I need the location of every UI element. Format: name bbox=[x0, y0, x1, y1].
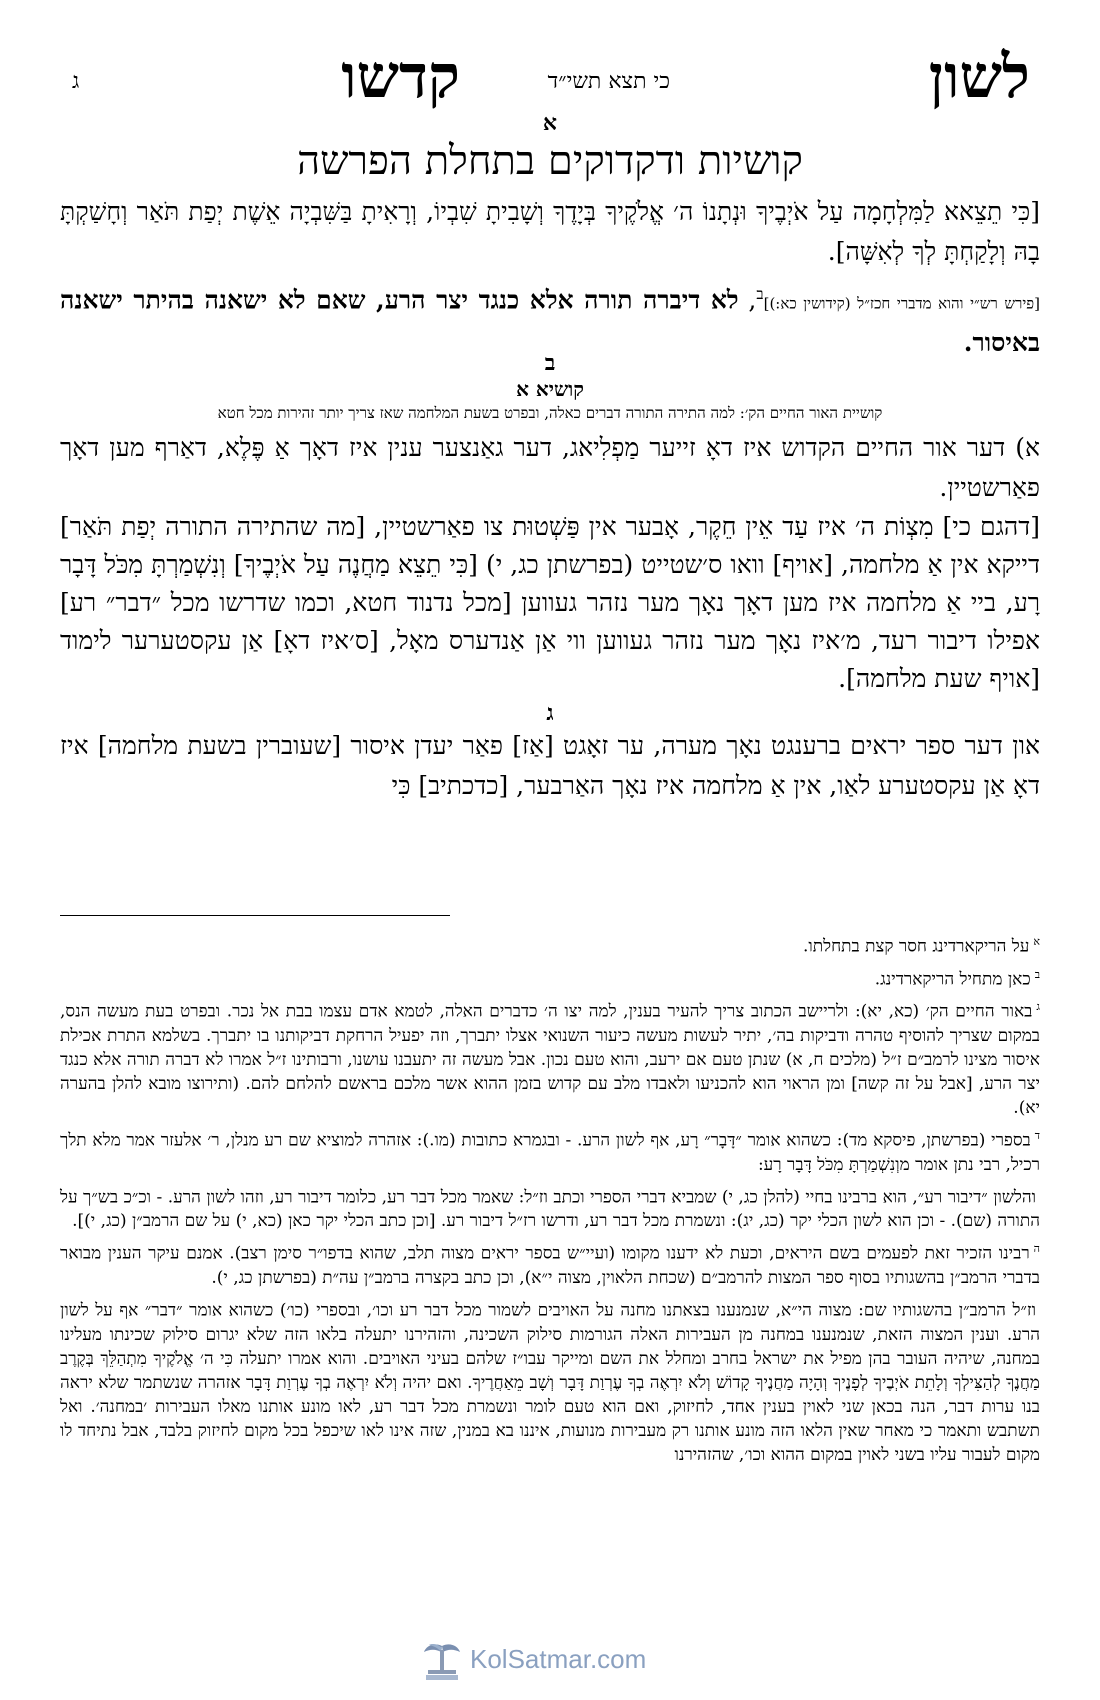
header-parsha: כי תצא תשי״ד bbox=[547, 69, 670, 94]
footnote-mark: ד bbox=[1034, 1128, 1040, 1142]
paragraph-3: און דער ספר יראים ברענגט נאָך מערה, ער זאָגט [אַז] פאַר יעדן איסור [שעוברין בשעת מלחמה] איז דאָ אַן עקסטערע לאַו, אין אַ מלחמה איז נאָך האַרבער, [כדכתיב] כִּי bbox=[60, 731, 1040, 800]
section-b bbox=[60, 350, 1040, 698]
header-title-mid: קדשו bbox=[341, 42, 460, 112]
footnote bbox=[60, 995, 1040, 1120]
footnote bbox=[60, 930, 1040, 959]
palm-tree-books-icon bbox=[420, 1640, 464, 1682]
section-a bbox=[60, 110, 1040, 363]
footnote bbox=[60, 1181, 1040, 1234]
footnote bbox=[60, 1124, 1040, 1177]
footnote-text: על הריקארדינג חסר קצת בתחלתו. bbox=[803, 936, 1030, 957]
section-letter: ג bbox=[546, 700, 554, 726]
footnote bbox=[60, 1294, 1040, 1467]
footnote-mark: ה bbox=[1033, 1242, 1040, 1256]
footnote-text: רבינו הזכיר זאת לפעמים בשם היראים, וכעת לא ידענו מקומו (ועיי״ש בספר יראים מצוה תלב, שהוא בדפו״ר סימן רצב). אמנם עיקר הענין מבואר בדברי הרמב״ן בהשגותיו בסוף ספר המצות להרמב״ם (שכחת הלאוין, מצוה י״א), וכן כתב בקצרה ברמב״ן עה״ת (בפרשתן כג, י). bbox=[60, 1243, 1040, 1288]
section-subtitle: קושיא א bbox=[516, 377, 584, 401]
paragraph-1: א) דער אור החיים הקדוש איז דאָ זייער מַפְלִיאג, דער גאַנצער ענין איז דאָך אַ פֶּלֶא, דאַרף מען דאָך פאַרשטיין. bbox=[60, 433, 1040, 502]
footnote bbox=[60, 1237, 1040, 1290]
rashi-source: [פירש רש״י והוא מדברי חכז״ל (קידושין כא:)] bbox=[763, 294, 1040, 313]
section-summary: קושיית האור החיים הק׳: למה התירה התורה דברים כאלה, ובפרט בשעת המלחמה שאז צריך יותר זהירות מכל חטא bbox=[217, 404, 883, 422]
rashi-quote: לא דיברה תורה אלא כנגד יצר הרע, שאם לא ישאנה בהיתר ישאנה באיסור. bbox=[60, 285, 1040, 358]
footnote-divider bbox=[60, 915, 450, 916]
section-letter: א bbox=[542, 110, 558, 136]
section-c bbox=[60, 700, 1040, 806]
page-number: ג bbox=[72, 69, 80, 94]
rashi-paragraph: [פירש רש״י והוא מדברי חכז״ל (קידושין כא:)]$^ב$, לא דיברה תורה אלא כנגד יצר הרע, שאם לא ישאנה בהיתר ישאנה באיסור. bbox=[60, 285, 1040, 358]
footnote-mark: ג bbox=[1036, 1000, 1040, 1014]
section-title: קושיות ודקדוקים בתחלת הפרשה bbox=[297, 138, 803, 184]
paragraph-2: [דהגם כי] מִצְוֹת ה׳ איז עַד אֵין חֵקֶר, אָבער אין פַּשְׁטוּת צו פאַרשטיין, [מה שהתירה התורה יְפַת תֹּאַר] דייקא אין אַ מלחמה, [אויף] וואו ס׳שטייט (בפרשתן כג, י) [כִּי תֵצֵא מַחֲנֶה עַל אֹיְבֶיךָ] וְנִשְׁמַרְתָּ מִכֹּל דָּבָר רָע, ביי אַ מלחמה איז מען דאָך נאָך מער נזהר געווען [מכל נדנוד חטא, וכמו שדרשו מכל ״דבר״ רע] אפילו דיבור רעד, מ׳איז נאָך מער נזהר געווען ווי אַן אַנדערס מאָל, [ס׳איז דאָ] אַן עקסטערער לימוד [אויף שעת מלחמה]. bbox=[60, 512, 1040, 693]
verse-text: [כִּי תֵצֵאא לַמִּלְחָמָה עַל אֹיְבֶיךָ וּנְתָנוֹ ה׳ אֱלֹקֶיךָ בְּיָדֶךָ וְשָׁבִיתָ שִׁבְיוֹ, וְרָאִיתָ בַּשִּׁבְיָה אֵשֶׁת יְפַת תֹּאַר וְחָשַׁקְתָּ בָהּ וְלָקַחְתָּ לְךָ לְאִשָּׁה]. bbox=[60, 197, 1040, 266]
footnote-text: וז״ל הרמב״ן בהשגותיו שם: מצוה הי״א, שנמנענו בצאתנו מחנה על האויבים לשמור מכל דבר רע וכו׳, ובספרי (כו׳) כשהוא אומר ״דבר״ אף על לשון הרע. וענין המצוה הזאת, שנמנענו במחנה מן העבירות האלה הגורמות סילוק השכינה, והזהירנו יתעלה בלאו הזה שלא יגרום סילוק שכינתו מעלינו במחנה, שיהיה העובר בהן מפיל את ישראל בחרב ומחלל את השם ומייקר עבו״ז שלהם בעיני האויבים. והוא אמרו יתעלה כִּי ה׳ אֱלֹקֶיךָ מִתְהַלֵּךְ בְּקֶרֶב מַחֲנֶךָ לְהַצִּילְךָ וְלָתֵת אֹיְבֶיךָ לְפָנֶיךָ וְהָיָה מַחֲנֶיךָ קָדוֹשׁ וְלֹא יִרְאֶה בְךָ עֶרְוַת דָּבָר וְשָׁב מֵאַחֲרֶיךָ. ואם יהיה וְלֹא יִרְאֶה בְךָ עֶרְוַת דָּבָר אזהרה שנשתמר שלא יראה בנו ערות דבר, הנה בכאן שני לאוין בענין אחד, לחיזוק, ואם הוא טעם לומר ונשמרת מכל דבר רע, לאו מונע אותנו מאלו העבירות ׳במחנה׳. ואל תשתבש ותאמר כי מאחר שאין הלאו הזה מונע אותנו רק מעבירות מנועות, איננו בא במנין, שזה אינו לאו שיכפל בכל מקום לחיזוק בלבד, אבל נתיחד לו מקום לעבור עליו בשני לאוין במקום ההוא וכו׳, שהזהירנו bbox=[60, 1300, 1040, 1465]
header-title-right: לשון bbox=[928, 42, 1030, 112]
footnote-mark: ב bbox=[756, 285, 764, 303]
footnotes bbox=[60, 930, 1040, 1471]
page-header bbox=[60, 42, 1040, 112]
footnote-mark: ב bbox=[1034, 967, 1040, 981]
footnote-text: באור החיים הק׳ (כא, יא): ולריישב הכתוב צריך להעיר בענין, למה יצו ה׳ כדברים האלה, לטמא אדם עצמו בבת אל נכר. ובפרט בעת מעשה הנס, במקום שצריך להוסיף טהרה ודביקות בה׳, יתיר לעשות מעשה כיעור השנואי אצלו יתברך, וזה יפעיל הרחקת דביקותנו בו יתברך. בשלמא התרת אכילת איסור מצינו לרמב״ם ז״ל (מלכים ח, א) שנתן טעם אם ירעב, והוא טעם נכון. אבל מעשה זה יתעבנו עושנו, ורבותינו ז״ל אמרו לא דברה תורה אלא כנגד יצר הרע, [אבל על זה קשה] ומן הראוי הוא להכניעו ולאבדו מלב עם קדוש בזמן ההוא אשר מלכם בראשם להלחם להם. (ותירוצו מובא להלן בהערה יא). bbox=[60, 1001, 1040, 1118]
watermark-text: KolSatmar.com bbox=[470, 1644, 647, 1674]
footnote-mark: א bbox=[1033, 935, 1040, 948]
watermark-logo bbox=[420, 1640, 680, 1682]
footnote-text: כאן מתחיל הריקארדינג. bbox=[874, 969, 1031, 990]
footnote-text: בספרי (בפרשתן, פיסקא מד): כשהוא אומר ״דָּבָר״ רָע, אף לשון הרע. - ובגמרא כתובות (מו.): אזהרה למוציא שם רע מנלן, ר׳ אלעזר אמר מלא תלך רכיל, רבי נתן אומר מוְנִשְׁמַרְתָּ מִכֹּל דָּבָר רָע: bbox=[60, 1130, 1040, 1175]
footnote bbox=[60, 963, 1040, 992]
section-letter: ב bbox=[544, 350, 556, 376]
footnote-text: והלשון ״דיבור רע״, הוא ברבינו בחיי (להלן כג, י) שמביא דברי הספרי וכתב וז״ל: שאמר מכל דבר רע, כלומר דיבור רע, וזהו לשון הרע. - וכ״כ בש״ך על התורה (שם). - וכן הוא לשון הכלי יקר (כג, יג): ונשמרת מכל דבר רע, ודרשו רז״ל דיבור רע. [וכן כתב הכלי יקר כאן (כא, י) על שם הרמב״ן (כג, י)]. bbox=[60, 1187, 1040, 1232]
